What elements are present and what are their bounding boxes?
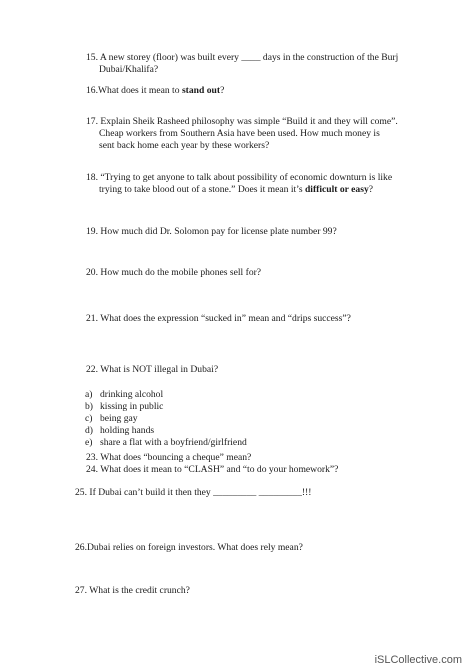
question-text-continued: trying to take blood out of a stone.” Does it mean it’s	[99, 184, 305, 195]
question-number: 17.	[86, 116, 98, 127]
question-text: 26.Dubai relies on foreign investors. What does rely mean?	[75, 542, 303, 553]
question-19	[86, 226, 337, 238]
answer-option: a) drinking alcohol	[85, 389, 164, 400]
question-text: What is the credit crunch?	[89, 585, 190, 596]
question-text: What does it mean to “CLASH” and “to do your homework”?	[100, 464, 339, 475]
question-text-continued: Cheap workers from Southern Asia have been used. How much money is	[99, 128, 380, 139]
question-number: 19.	[86, 226, 98, 237]
question-emphasis: difficult or easy	[304, 184, 369, 195]
question-text: How much did Dr. Solomon pay for license plate number 99?	[100, 226, 337, 237]
question-18	[86, 172, 392, 196]
question-emphasis: stand out	[181, 85, 221, 96]
question-end: ?	[368, 184, 374, 195]
question-17	[86, 116, 398, 152]
question-end: ?	[220, 85, 225, 96]
question-text: “Trying to get anyone to talk about possibility of economic downturn is like	[100, 172, 393, 183]
watermark-footer: iSLCollective.com	[374, 654, 462, 666]
question-text: What does it mean to	[98, 85, 182, 96]
question-26	[75, 542, 303, 554]
question-20	[86, 267, 261, 279]
question-23	[86, 452, 251, 464]
answer-option: c) being gay	[85, 413, 138, 424]
question-text: A new storey (floor) was built every ____ days in the construction of the Burj	[99, 52, 399, 63]
question-text: What does the expression “sucked in” mean and “drips success”?	[100, 313, 351, 324]
question-text: What does “bouncing a cheque” mean?	[100, 452, 252, 463]
question-24	[86, 464, 338, 476]
question-text: How much do the mobile phones sell for?	[100, 267, 262, 278]
question-number: 24.	[86, 464, 98, 475]
answer-option: e) share a flat with a boyfriend/girlfriend	[85, 437, 247, 448]
question-number: 22.	[86, 364, 98, 375]
question-15	[86, 52, 398, 76]
question-number: 27.	[75, 585, 87, 596]
question-number: 18.	[86, 172, 98, 183]
question-number: 20.	[86, 267, 98, 278]
answer-options	[85, 389, 247, 449]
question-text: If Dubai can’t build it then they _________ _________!!!	[89, 487, 312, 498]
answer-option: d) holding hands	[85, 425, 155, 436]
question-27	[75, 585, 190, 597]
question-21	[86, 313, 351, 325]
question-16	[86, 85, 224, 97]
question-number: 21.	[86, 313, 98, 324]
question-text-continued: Dubai/Khalifa?	[99, 64, 159, 75]
question-text-continued: sent back home each year by these workers?	[99, 140, 270, 151]
question-number: 15.	[86, 52, 98, 63]
question-text: Explain Sheik Rasheed philosophy was simple “Build it and they will come”.	[100, 116, 398, 127]
question-number: 23.	[86, 452, 98, 463]
answer-option: b) kissing in public	[85, 401, 164, 412]
question-text: What is NOT illegal in Dubai?	[100, 364, 219, 375]
question-number: 25.	[75, 487, 87, 498]
question-25	[75, 487, 311, 499]
question-number: 16.	[86, 85, 98, 96]
question-22	[86, 364, 218, 376]
